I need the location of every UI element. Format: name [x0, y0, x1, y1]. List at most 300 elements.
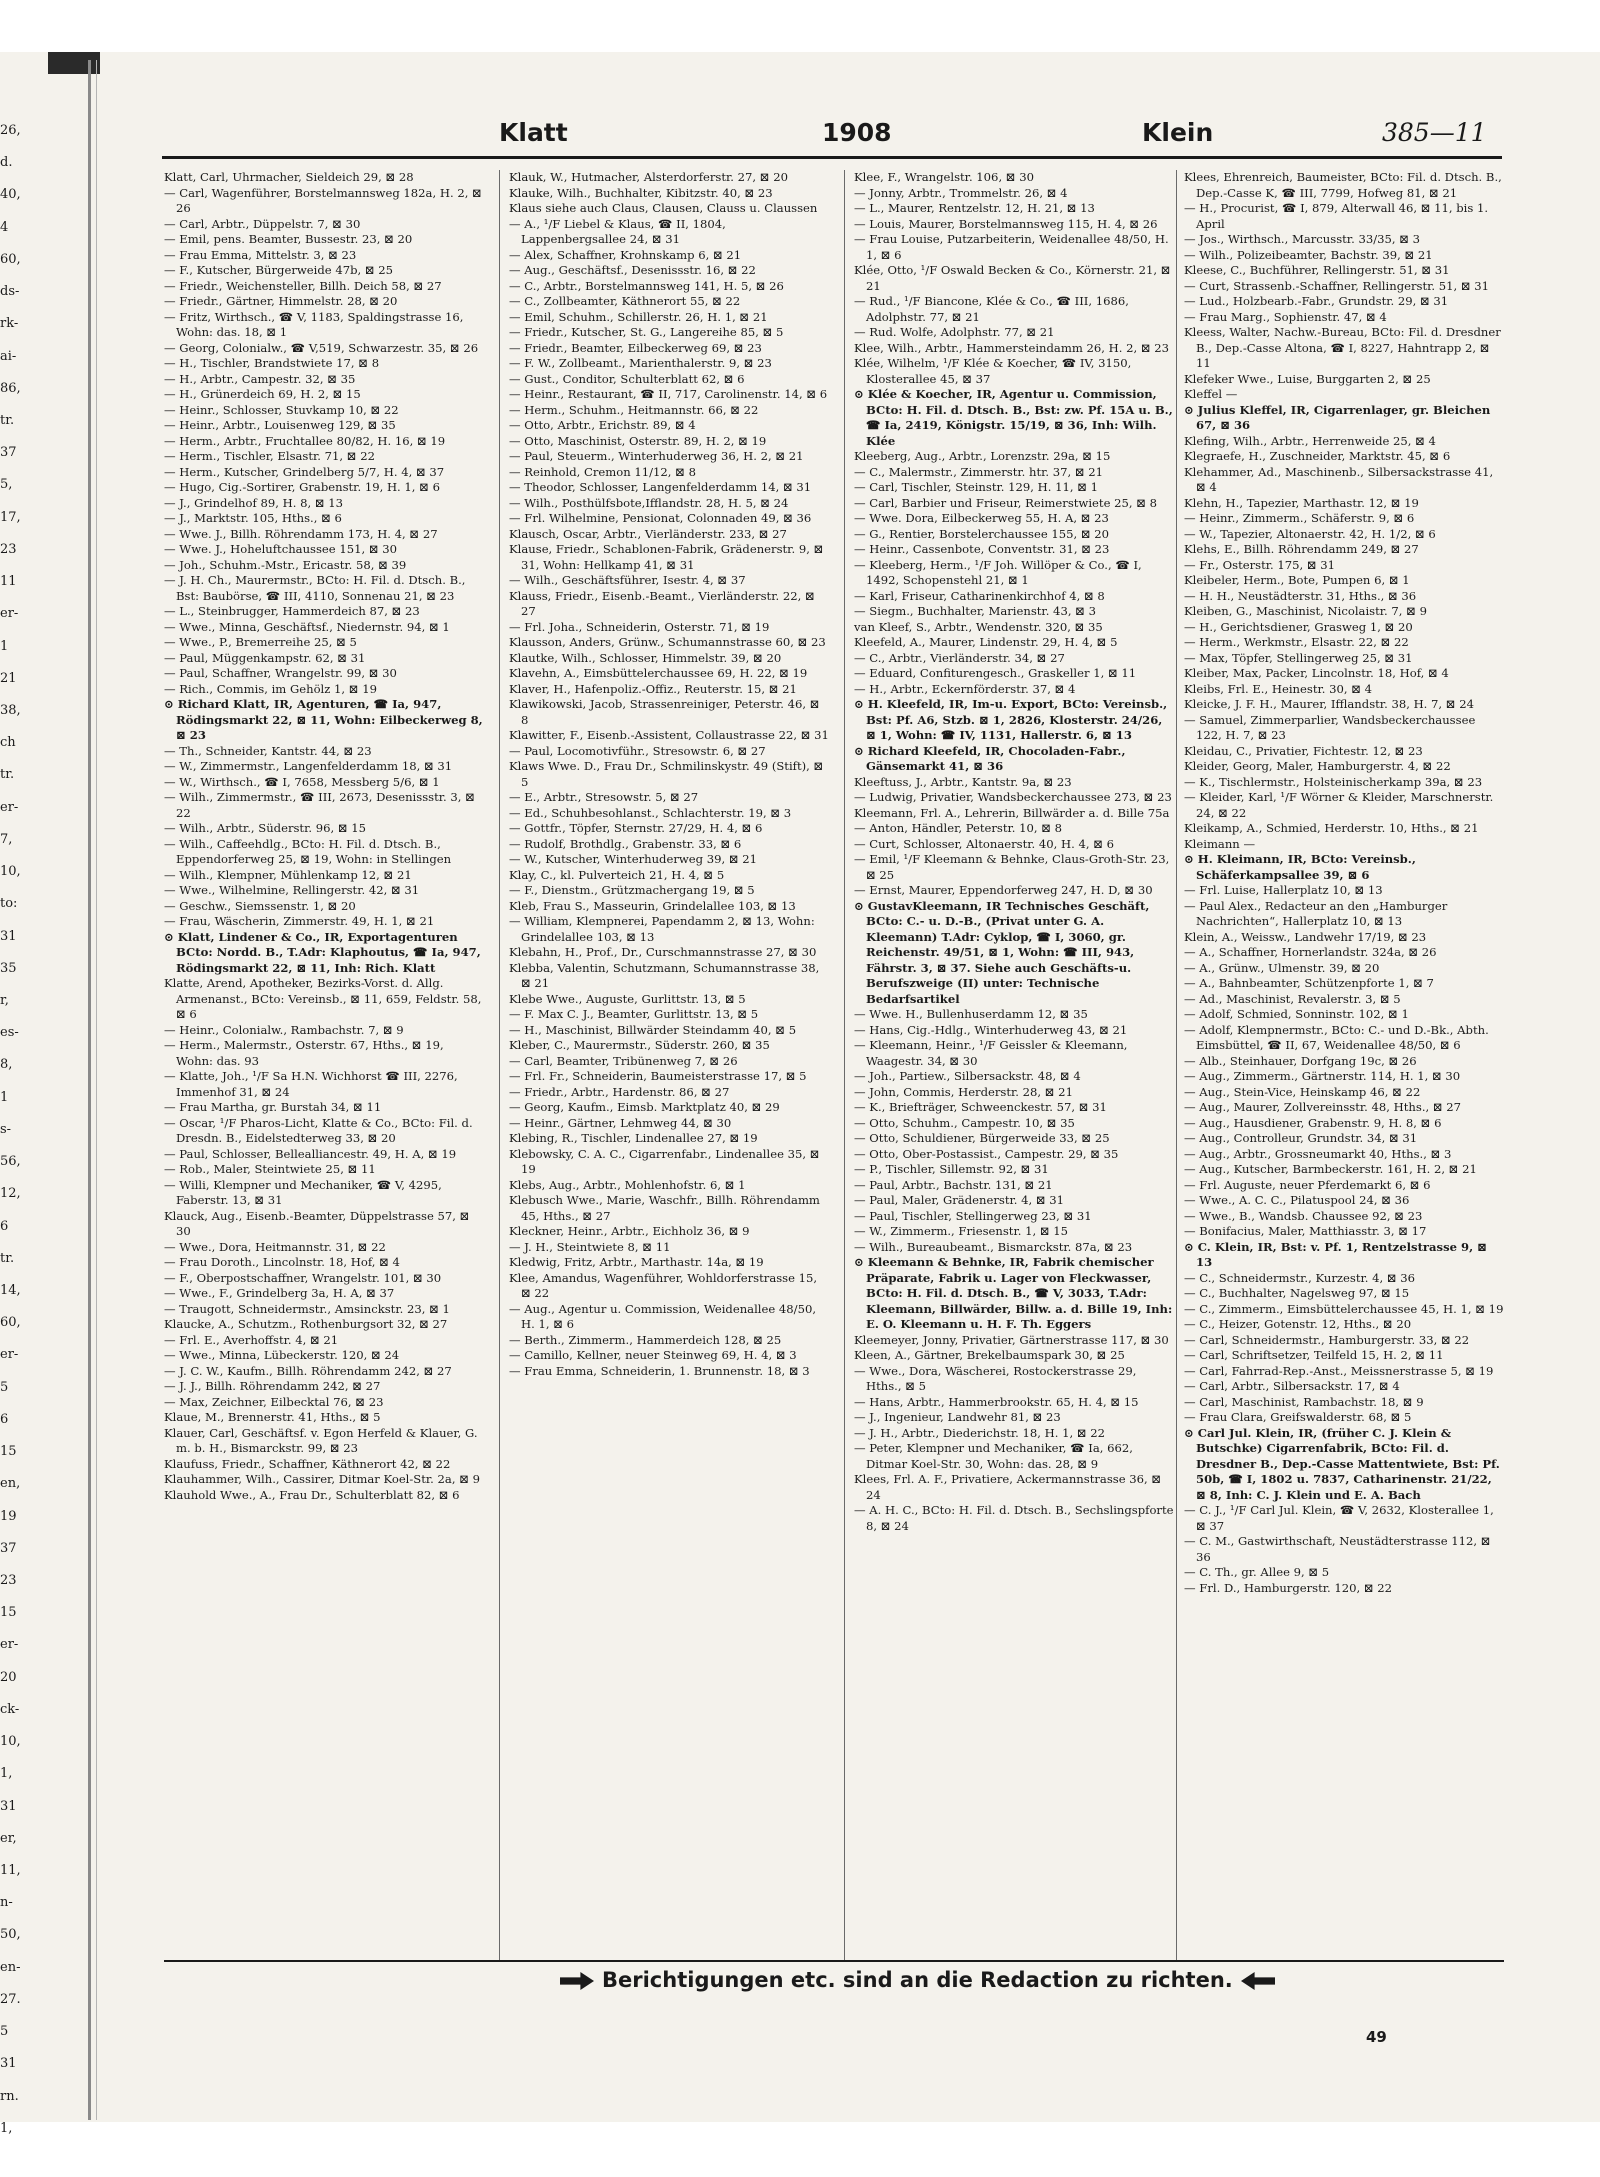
directory-entry: Klausson, Anders, Grünw., Schumannstrasse 60, ⊠ 23 — [509, 635, 826, 649]
directory-entry: ⊙ Klée & Koecher, IR, Agentur u. Commission, BCto: H. Fil. d. Dtsch. B., Bst: zw. Pf. 15A u. B., ☎ Ia, 2419, Königstr. 15/19, ⊠ 36, Inh: Wilh. Klée — [854, 387, 1173, 448]
directory-entry: — Wilh., Polizeibeamter, Bachstr. 39, ⊠ 21 — [1184, 247, 1433, 262]
directory-entry: — Ad., Maschinist, Revalerstr. 3, ⊠ 5 — [1184, 991, 1401, 1006]
directory-entry: — Frl. Auguste, neuer Pferdemarkt 6, ⊠ 6 — [1184, 1177, 1431, 1192]
directory-entry: — Wwe., F., Grindelberg 3a, H. A, ⊠ 37 — [164, 1286, 395, 1300]
directory-entry: — Frl. Luise, Hallerplatz 10, ⊠ 13 — [1184, 883, 1383, 897]
directory-entry: — Hugo, Cig.-Sortirer, Grabenstr. 19, H. 1, ⊠ 6 — [164, 480, 440, 494]
directory-entry: — E., Arbtr., Stresowstr. 5, ⊠ 27 — [509, 790, 699, 804]
directory-entry: ⊙ Richard Klatt, IR, Agenturen, ☎ Ia, 947, Rödingsmarkt 22, ⊠ 11, Wohn: Eilbeckerweg 8, ⊠ 23 — [164, 697, 483, 742]
directory-entry: — Jos., Wirthsch., Marcusstr. 33/35, ⊠ 3 — [1184, 232, 1421, 246]
directory-entry: Kleider, Georg, Maler, Hamburgerstr. 4, ⊠ 22 — [1184, 759, 1451, 773]
previous-page-fragment: 23 — [0, 1573, 17, 1588]
directory-entry: Kleefeld, A., Maurer, Lindenstr. 29, H. 4, ⊠ 5 — [854, 635, 1118, 649]
directory-entry: — Wilh., Klempner, Mühlenkamp 12, ⊠ 21 — [164, 867, 412, 882]
directory-entry: — Wwe., Dora, Heitmannstr. 31, ⊠ 22 — [164, 1239, 386, 1254]
directory-entry: — F., Oberpostschaffner, Wrangelstr. 101, ⊠ 30 — [164, 1270, 442, 1285]
directory-page — [112, 90, 1552, 2110]
previous-page-fragment: 5, — [0, 477, 13, 492]
directory-entry: — Carl, Beamter, Tribünenweg 7, ⊠ 26 — [509, 1053, 738, 1068]
previous-page-fragment: 23 — [0, 542, 17, 557]
directory-entry: Klauhold Wwe., A., Frau Dr., Schulterblatt 82, ⊠ 6 — [164, 1487, 460, 1502]
directory-entry: — Friedr., Arbtr., Hardenstr. 86, ⊠ 27 — [509, 1084, 730, 1099]
directory-entry: Klawikowski, Jacob, Strassenreiniger, Peterstr. 46, ⊠ 8 — [509, 697, 820, 727]
directory-entry: — W., Kutscher, Winterhuderweg 39, ⊠ 21 — [509, 852, 758, 866]
directory-entry: — Heinr., Restaurant, ☎ II, 717, Carolinenstr. 14, ⊠ 6 — [509, 387, 828, 401]
previous-page-fragment: 19 — [0, 1509, 17, 1524]
directory-entry: Kleffel — — [1184, 387, 1238, 401]
directory-entry: — A., ¹/F Liebel & Klaus, ☎ II, 1804, Lappenbergsallee 24, ⊠ 31 — [509, 216, 726, 246]
previous-page-fragment: 8, — [0, 1057, 13, 1072]
book-gutter — [88, 60, 91, 2120]
directory-entry: van Kleef, S., Arbtr., Wendenstr. 320, ⊠ 35 — [854, 619, 1103, 634]
directory-entry: — Otto, Schuhm., Campestr. 10, ⊠ 35 — [854, 1115, 1075, 1130]
previous-page-fragment: 15 — [0, 1444, 17, 1459]
directory-entry: — Ernst, Maurer, Eppendorferweg 247, H. D, ⊠ 30 — [854, 883, 1153, 897]
previous-page-fragment: 1, — [0, 2121, 13, 2136]
directory-entry: — H., Arbtr., Campestr. 32, ⊠ 35 — [164, 371, 356, 386]
directory-columns — [164, 170, 1504, 1960]
directory-entry: — Wwe. J., Billh. Röhrendamm 173, H. 4, ⊠ 27 — [164, 526, 438, 541]
directory-entry: — Lud., Holzbearb.-Fabr., Grundstr. 29, ⊠ 31 — [1184, 294, 1449, 308]
directory-entry: — Wwe. J., Hoheluftchaussee 151, ⊠ 30 — [164, 542, 397, 556]
directory-entry: — H., Maschinist, Billwärder Steindamm 40, ⊠ 5 — [509, 1022, 797, 1037]
directory-entry: Kleb, Frau S., Masseurin, Grindelallee 103, ⊠ 13 — [509, 898, 796, 913]
directory-entry: — J., Marktstr. 105, Hths., ⊠ 6 — [164, 511, 342, 525]
directory-entry: Klebe Wwe., Auguste, Gurlittstr. 13, ⊠ 5 — [509, 991, 746, 1006]
directory-entry: — Carl, Wagenführer, Borstelmannsweg 182a, H. 2, ⊠ 26 — [164, 185, 482, 215]
directory-entry: — Traugott, Schneidermstr., Amsinckstr. 23, ⊠ 1 — [164, 1301, 450, 1316]
previous-page-fragment: 7, — [0, 832, 13, 847]
directory-entry: — W., Zimmermstr., Langenfelderdamm 18, ⊠ 31 — [164, 759, 453, 773]
directory-entry: — C., Arbtr., Borstelmannsweg 141, H. 5, ⊠ 26 — [509, 278, 784, 293]
header-last-name: Klein — [1142, 118, 1214, 147]
directory-entry: Klaus siehe auch Claus, Clausen, Clauss u. Claussen — [509, 201, 818, 215]
previous-page-fragment: s- — [0, 1122, 12, 1137]
pointing-hand-icon — [1241, 1972, 1275, 1990]
directory-entry: — Aug., Arbtr., Grossneumarkt 40, Hths., ⊠ 3 — [1184, 1146, 1452, 1161]
previous-page-fragment: 11, — [0, 1863, 21, 1878]
directory-entry: — Oscar, ¹/F Pharos-Licht, Klatte & Co., BCto: Fil. d. Dresdn. B., Eidelstedterweg 33, ⊠ 20 — [164, 1115, 473, 1145]
directory-entry: — Georg, Kaufm., Eimsb. Marktplatz 40, ⊠ 29 — [509, 1100, 780, 1114]
directory-entry: Klause, Friedr., Schablonen-Fabrik, Grädenerstr. 9, ⊠ 31, Wohn: Hellkamp 41, ⊠ 31 — [509, 542, 824, 572]
directory-entry: Klauk, W., Hutmacher, Alsterdorferstr. 27, ⊠ 20 — [509, 170, 788, 184]
directory-entry: — Frl. Joha., Schneiderin, Osterstr. 71, ⊠ 19 — [509, 619, 770, 634]
directory-entry: Klausch, Oscar, Arbtr., Vierländerstr. 233, ⊠ 27 — [509, 526, 787, 541]
directory-entry: — H., Gerichtsdiener, Grasweg 1, ⊠ 20 — [1184, 619, 1413, 634]
directory-entry: — G., Rentier, Borstelerchaussee 155, ⊠ 20 — [854, 526, 1110, 541]
directory-entry: — Wwe., Dora, Wäscherei, Rostockerstrasse 29, Hths., ⊠ 5 — [854, 1363, 1137, 1393]
directory-entry: — Kleider, Karl, ¹/F Wörner & Kleider, Marschnerstr. 24, ⊠ 22 — [1184, 790, 1494, 820]
directory-entry: — Herm., Werkmstr., Elsastr. 22, ⊠ 22 — [1184, 635, 1409, 649]
previous-page-fragment: 5 — [0, 1380, 9, 1395]
directory-entry: ⊙ Klatt, Lindener & Co., IR, Exportagenturen BCto: Nordd. B., T.Adr: Klaphoutus, ☎ Ia, 947, Rödingsmarkt 22, ⊠ 11, Inh: Rich. Klatt — [164, 929, 481, 975]
directory-entry: — Paul, Tischler, Stellingerweg 23, ⊠ 31 — [854, 1208, 1092, 1223]
directory-entry: Klauck, Aug., Eisenb.-Beamter, Düppelstrasse 57, ⊠ 30 — [164, 1208, 470, 1238]
directory-entry: ⊙ Carl Jul. Klein, IR, (früher C. J. Klein & Butschke) Cigarrenfabrik, BCto: Fil. d. Dresdner B., Dep.-Casse Mattentwiete, Bst: Pf. 50b, ☎ I, 1802 u. 7837, Catharinenstr. 21/22, ⊠ 8, Inh: C. J. Klein und E. A. Bach — [1184, 1425, 1500, 1502]
directory-entry: — Paul, Schaffner, Wrangelstr. 99, ⊠ 30 — [164, 666, 397, 680]
directory-entry: — Herm., Tischler, Elsastr. 71, ⊠ 22 — [164, 449, 375, 463]
directory-entry: Kleicke, J. F. H., Maurer, Ifflandstr. 38, H. 7, ⊠ 24 — [1184, 697, 1474, 711]
directory-entry: — Ludwig, Privatier, Wandsbeckerchaussee 273, ⊠ 23 — [854, 790, 1172, 804]
directory-entry: Kleibs, Frl. E., Heinestr. 30, ⊠ 4 — [1184, 681, 1373, 696]
directory-entry: Klefeker Wwe., Luise, Burggarten 2, ⊠ 25 — [1184, 371, 1431, 386]
directory-entry: Klebba, Valentin, Schutzmann, Schumannstrasse 38, ⊠ 21 — [509, 960, 820, 990]
directory-entry: — Kleeberg, Herm., ¹/F Joh. Willöper & Co., ☎ I, 1492, Schopenstehl 21, ⊠ 1 — [854, 557, 1142, 587]
previous-page-fragment: 20 — [0, 1670, 17, 1685]
previous-page-fragment: 37 — [0, 445, 17, 460]
directory-entry: ⊙ H. Kleefeld, IR, Im-u. Export, BCto: Vereinsb., Bst: Pf. A6, Stzb. ⊠ 1, 2826, Klosterstr. 24/26, ⊠ 1, Wohn: ☎ IV, 1131, Hallerstr. 6, ⊠ 13 — [854, 697, 1168, 742]
previous-page-fragment: 12, — [0, 1186, 21, 1201]
directory-column-4 — [1184, 170, 1504, 1960]
previous-page-fragment: 31 — [0, 1799, 17, 1814]
directory-entry: — Emil, ¹/F Kleemann & Behnke, Claus-Groth-Str. 23, ⊠ 25 — [854, 852, 1170, 882]
running-head — [152, 118, 1532, 150]
directory-entry: — Frau Doroth., Lincolnstr. 18, Hof, ⊠ 4 — [164, 1255, 400, 1269]
directory-entry: — Rob., Maler, Steintwiete 25, ⊠ 11 — [164, 1162, 376, 1176]
directory-entry: — Wwe., A. C. C., Pilatuspool 24, ⊠ 36 — [1184, 1193, 1410, 1207]
directory-entry: — C., Zimmerm., Eimsbüttelerchaussee 45, H. 1, ⊠ 19 — [1184, 1301, 1504, 1316]
directory-entry: — Herm., Malermstr., Osterstr. 67, Hths., ⊠ 19, Wohn: das. 93 — [164, 1038, 444, 1068]
directory-entry: — J., Grindelhof 89, H. 8, ⊠ 13 — [164, 495, 343, 510]
previous-page-margin — [0, 74, 86, 2136]
previous-page-fragment: 37 — [0, 1541, 17, 1556]
directory-entry: — Otto, Arbtr., Erichstr. 89, ⊠ 4 — [509, 418, 696, 432]
directory-entry: — Alex, Schaffner, Krohnskamp 6, ⊠ 21 — [509, 247, 742, 262]
previous-page-fragment: 56, — [0, 1154, 21, 1169]
directory-entry: — Wwe. Dora, Eilbeckerweg 55, H. A, ⊠ 23 — [854, 511, 1109, 525]
directory-entry: — C., Buchhalter, Nagelsweg 97, ⊠ 15 — [1184, 1286, 1410, 1300]
previous-page-fragment: tr. — [0, 1251, 15, 1266]
directory-entry: Klavehn, A., Eimsbüttelerchaussee 69, H. 22, ⊠ 19 — [509, 666, 808, 680]
directory-entry: — C. M., Gastwirthschaft, Neustädterstrasse 112, ⊠ 36 — [1184, 1534, 1491, 1564]
directory-entry: — Camillo, Kellner, neuer Steinweg 69, H. 4, ⊠ 3 — [509, 1348, 797, 1362]
directory-entry: Kleiben, G., Maschinist, Nicolaistr. 7, ⊠ 9 — [1184, 604, 1427, 618]
directory-entry: — Fritz, Wirthsch., ☎ V, 1183, Spaldingstrasse 16, Wohn: das. 18, ⊠ 1 — [164, 309, 464, 339]
directory-entry: — Wwe., B., Wandsb. Chaussee 92, ⊠ 23 — [1184, 1208, 1423, 1223]
directory-entry: Klebing, R., Tischler, Lindenallee 27, ⊠ 19 — [509, 1131, 758, 1145]
previous-page-fragment: 60, — [0, 1315, 21, 1330]
directory-entry: Klebowsky, C. A. C., Cigarrenfabr., Lindenallee 35, ⊠ 19 — [509, 1146, 820, 1176]
directory-entry: — Geschw., Siemssenstr. 1, ⊠ 20 — [164, 898, 356, 913]
previous-page-fragment: rk- — [0, 316, 19, 331]
previous-page-fragment: ds- — [0, 284, 20, 299]
directory-entry: Klauss, Friedr., Eisenb.-Beamt., Vierländerstr. 22, ⊠ 27 — [509, 588, 815, 618]
directory-entry: ⊙ Julius Kleffel, IR, Cigarrenlager, gr. Bleichen 67, ⊠ 36 — [1184, 402, 1491, 432]
directory-entry: — Herm., Arbtr., Fruchtallee 80/82, H. 16, ⊠ 19 — [164, 433, 446, 448]
previous-page-fragment: ai- — [0, 349, 17, 364]
directory-entry: — Carl, Schneidermstr., Hamburgerstr. 33, ⊠ 22 — [1184, 1332, 1470, 1347]
directory-entry: ⊙ C. Klein, IR, Bst: v. Pf. 1, Rentzelstrasse 9, ⊠ 13 — [1184, 1239, 1487, 1269]
directory-entry: Kledwig, Fritz, Arbtr., Marthastr. 14a, ⊠ 19 — [509, 1255, 764, 1269]
directory-entry: — Rud. Wolfe, Adolphstr. 77, ⊠ 21 — [854, 325, 1055, 339]
directory-entry: Klawitter, F., Eisenb.-Assistent, Collaustrasse 22, ⊠ 31 — [509, 728, 829, 742]
directory-entry: — Emil, pens. Beamter, Bussestr. 23, ⊠ 20 — [164, 232, 413, 246]
directory-entry: Klehs, E., Billh. Röhrendamm 249, ⊠ 27 — [1184, 542, 1419, 556]
directory-entry: — Theodor, Schlosser, Langenfelderdamm 14, ⊠ 31 — [509, 480, 812, 494]
directory-entry: — Anton, Händler, Peterstr. 10, ⊠ 8 — [854, 821, 1063, 835]
book-gutter-shadow — [96, 60, 97, 2120]
directory-entry: — Wwe., Minna, Geschäftsf., Niedernstr. 94, ⊠ 1 — [164, 619, 450, 634]
directory-entry: — Heinr., Gärtner, Lehmweg 44, ⊠ 30 — [509, 1115, 732, 1130]
previous-page-fragment: ck- — [0, 1702, 20, 1717]
directory-entry: — J. H., Arbtr., Diederichstr. 18, H. 1, ⊠ 22 — [854, 1425, 1105, 1440]
directory-entry: — Adolf, Klempnermstr., BCto: C.- und D.-Bk., Abth. Eimsbüttel, ☎ II, 67, Weidenallee 48/50, ⊠ 6 — [1184, 1022, 1489, 1052]
directory-entry: — Paul Alex., Redacteur an den „Hamburger Nachrichten“, Hallerplatz 10, ⊠ 13 — [1184, 898, 1448, 928]
directory-entry: — Emil, Schuhm., Schillerstr. 26, H. 1, ⊠ 21 — [509, 309, 768, 324]
directory-entry: Kleemann, Frl. A., Lehrerin, Billwärder a. d. Bille 75a — [854, 805, 1170, 820]
directory-entry: — J. H., Steintwiete 8, ⊠ 11 — [509, 1239, 671, 1254]
previous-page-fragment: 26, — [0, 123, 21, 138]
directory-entry: — Louis, Maurer, Borstelmannsweg 115, H. 4, ⊠ 26 — [854, 216, 1158, 231]
directory-entry: — Friedr., Kutscher, St. G., Langereihe 85, ⊠ 5 — [509, 325, 784, 339]
directory-entry: Klaue, M., Brennerstr. 41, Hths., ⊠ 5 — [164, 1410, 381, 1424]
directory-entry: — Wilh., Bureaubeamt., Bismarckstr. 87a, ⊠ 23 — [854, 1239, 1133, 1254]
directory-entry: — William, Klempnerei, Papendamm 2, ⊠ 13, Wohn: Grindelallee 103, ⊠ 13 — [509, 914, 815, 944]
footer-notice-text: Berichtigungen etc. sind an die Redaction zu richten. — [602, 1968, 1233, 1992]
directory-entry: Kleeftuss, J., Arbtr., Kantstr. 9a, ⊠ 23 — [854, 774, 1072, 789]
directory-entry: — W., Tapezier, Altonaerstr. 42, H. 1/2, ⊠ 6 — [1184, 526, 1436, 541]
directory-entry: — W., Zimmerm., Friesenstr. 1, ⊠ 15 — [854, 1224, 1069, 1238]
directory-entry: — Rud., ¹/F Biancone, Klée & Co., ☎ III, 1686, Adolphstr. 77, ⊠ 21 — [854, 294, 1129, 324]
directory-entry: — Curt, Schlosser, Altonaerstr. 40, H. 4, ⊠ 6 — [854, 836, 1115, 851]
directory-entry: — F., Kutscher, Bürgerweide 47b, ⊠ 25 — [164, 263, 394, 277]
directory-entry: Klee, Amandus, Wagenführer, Wohldorferstrasse 15, ⊠ 22 — [509, 1270, 818, 1300]
directory-entry: Klée, Wilhelm, ¹/F Klée & Koecher, ☎ IV, 3150, Klosterallee 45, ⊠ 37 — [854, 356, 1132, 386]
directory-entry: — Rudolf, Brothdlg., Grabenstr. 33, ⊠ 6 — [509, 836, 742, 851]
directory-entry: Kleen, A., Gärtner, Brekelbaumspark 30, ⊠ 25 — [854, 1348, 1125, 1362]
directory-entry: — Heinr., Colonialw., Rambachstr. 7, ⊠ 9 — [164, 1022, 404, 1037]
directory-entry: Kleeberg, Aug., Arbtr., Lorenzstr. 29a, ⊠ 15 — [854, 449, 1111, 463]
directory-entry: — H., Procurist, ☎ I, 879, Alterwall 46, ⊠ 11, bis 1. April — [1184, 201, 1489, 231]
previous-page-fragment: 1 — [0, 1090, 9, 1105]
directory-entry: — Wilh., Zimmermstr., ☎ III, 2673, Desenissstr. 3, ⊠ 22 — [164, 790, 475, 820]
previous-page-fragment: er- — [0, 1347, 19, 1362]
directory-entry: Kleese, C., Buchführer, Rellingerstr. 51, ⊠ 31 — [1184, 263, 1450, 277]
directory-entry: Klaver, H., Hafenpoliz.-Offiz., Reuterstr. 15, ⊠ 21 — [509, 681, 797, 696]
header-year: 1908 — [822, 118, 892, 147]
directory-entry: Klees, Frl. A. F., Privatiere, Ackermannstrasse 36, ⊠ 24 — [854, 1472, 1162, 1502]
directory-entry: — Paul, Steuerm., Winterhuderweg 36, H. 2, ⊠ 21 — [509, 449, 804, 463]
previous-page-fragment: rn. — [0, 2089, 19, 2104]
directory-entry: Klatte, Arend, Apotheker, Bezirks-Vorst. d. Allg. Armenanst., BCto: Vereinsb., ⊠ 11, 659, Feldstr. 58, ⊠ 6 — [164, 976, 482, 1021]
directory-entry: ⊙ H. Kleimann, IR, BCto: Vereinsb., Schäferkampsallee 39, ⊠ 6 — [1184, 852, 1416, 882]
directory-entry: — Frau Marg., Sophienstr. 47, ⊠ 4 — [1184, 309, 1387, 324]
previous-page-fragment: en- — [0, 1960, 21, 1975]
directory-entry: — W., Wirthsch., ☎ I, 7658, Messberg 5/6, ⊠ 1 — [164, 774, 440, 789]
directory-entry: Klebahn, H., Prof., Dr., Curschmannstrasse 27, ⊠ 30 — [509, 945, 817, 959]
directory-entry: Kleidau, C., Privatier, Fichtestr. 12, ⊠ 23 — [1184, 743, 1423, 758]
previous-page-fragment: 40, — [0, 187, 21, 202]
directory-entry: — C. Th., gr. Allee 9, ⊠ 5 — [1184, 1565, 1330, 1579]
directory-entry: Kleibeler, Herm., Bote, Pumpen 6, ⊠ 1 — [1184, 573, 1410, 587]
directory-entry: — H., Tischler, Brandstwiete 17, ⊠ 8 — [164, 356, 380, 370]
directory-entry: Klaufuss, Friedr., Schaffner, Käthnerort 42, ⊠ 22 — [164, 1456, 451, 1471]
directory-entry: Klay, C., kl. Pulverteich 21, H. 4, ⊠ 5 — [509, 867, 725, 882]
directory-entry: — H., Arbtr., Eckernförderstr. 37, ⊠ 4 — [854, 681, 1076, 696]
previous-page-fragment: r, — [0, 993, 9, 1008]
directory-entry: — H., Grünerdeich 69, H. 2, ⊠ 15 — [164, 387, 361, 401]
directory-entry: — Carl, Schriftsetzer, Teilfeld 15, H. 2, ⊠ 11 — [1184, 1348, 1444, 1362]
directory-entry: — John, Commis, Herderstr. 28, ⊠ 21 — [854, 1084, 1073, 1099]
directory-entry: Klees, Ehrenreich, Baumeister, BCto: Fil. d. Dtsch. B., Dep.-Casse K, ☎ III, 7799, Hofweg 81, ⊠ 21 — [1184, 170, 1502, 200]
directory-entry: — Th., Schneider, Kantstr. 44, ⊠ 23 — [164, 743, 372, 758]
previous-page-fragment: 21 — [0, 671, 17, 686]
directory-entry: — Samuel, Zimmerparlier, Wandsbeckerchaussee 122, H. 7, ⊠ 23 — [1184, 712, 1476, 742]
previous-page-fragment: 50, — [0, 1927, 21, 1942]
directory-entry: ⊙ GustavKleemann, IR Technisches Geschäft, BCto: C.- u. D.-B., (Privat unter G. A. Kleemann) T.Adr: Cyklop, ☎ I, 3060, gr. Reichenstr. 49/51, ⊠ 1, Wohn: ☎ III, 943, Fährstr. 3, ⊠ 37. Siehe auch Geschäfts-u. Berufszweige (II) unter: Technische Bedarfsartikel — [854, 898, 1150, 1006]
previous-page-fragment: 6 — [0, 1412, 9, 1427]
directory-entry: — Bonifacius, Maler, Matthiasstr. 3, ⊠ 17 — [1184, 1224, 1427, 1238]
directory-entry: — Fr., Osterstr. 175, ⊠ 31 — [1184, 557, 1336, 572]
directory-entry: — Frau Louise, Putzarbeiterin, Weidenallee 48/50, H. 1, ⊠ 6 — [854, 232, 1169, 262]
previous-page-fragment: to: — [0, 896, 18, 911]
directory-entry: — Otto, Schuldiener, Bürgerweide 33, ⊠ 25 — [854, 1131, 1110, 1145]
directory-entry: — Frau Emma, Schneiderin, 1. Brunnenstr. 18, ⊠ 3 — [509, 1363, 810, 1378]
directory-entry: — C., Heizer, Gotenstr. 12, Hths., ⊠ 20 — [1184, 1317, 1412, 1331]
header-rule — [162, 156, 1502, 159]
directory-entry: — Paul, Maler, Grädenerstr. 4, ⊠ 31 — [854, 1193, 1065, 1207]
previous-page-fragment: 15 — [0, 1605, 17, 1620]
directory-entry: — Friedr., Gärtner, Himmelstr. 28, ⊠ 20 — [164, 294, 398, 308]
previous-page-fragment: tr. — [0, 767, 15, 782]
directory-entry: — Eduard, Confiturengesch., Graskeller 1, ⊠ 11 — [854, 666, 1137, 680]
previous-page-fragment: er- — [0, 606, 19, 621]
directory-entry: — H. H., Neustädterstr. 31, Hths., ⊠ 36 — [1184, 588, 1417, 603]
directory-column-1 — [164, 170, 484, 1960]
directory-entry: — K., Tischlermstr., Holsteinischerkamp 39a, ⊠ 23 — [1184, 774, 1483, 789]
previous-page-fragment: tr. — [0, 413, 15, 428]
previous-page-fragment: 10, — [0, 864, 21, 879]
directory-entry: — Paul, Schlosser, Bellealliancestr. 49, H. A, ⊠ 19 — [164, 1146, 457, 1161]
directory-entry: — Herm., Kutscher, Grindelberg 5/7, H. 4, ⊠ 37 — [164, 464, 445, 479]
directory-entry: — Heinr., Cassenbote, Conventstr. 31, ⊠ 23 — [854, 542, 1110, 556]
directory-entry: — Wilh., Arbtr., Süderstr. 96, ⊠ 15 — [164, 821, 367, 835]
directory-entry: Klee, Wilh., Arbtr., Hammersteindamm 26, H. 2, ⊠ 23 — [854, 340, 1170, 355]
directory-entry: — Aug., Kutscher, Barmbeckerstr. 161, H. 2, ⊠ 21 — [1184, 1162, 1477, 1176]
directory-entry: — Kleemann, Heinr., ¹/F Geissler & Kleemann, Waagestr. 34, ⊠ 30 — [854, 1038, 1128, 1068]
directory-entry: — Heinr., Schlosser, Stuvkamp 10, ⊠ 22 — [164, 402, 399, 417]
directory-entry: Klee, F., Wrangelstr. 106, ⊠ 30 — [854, 170, 1034, 184]
directory-entry: Klein, A., Weissw., Landwehr 17/19, ⊠ 23 — [1184, 929, 1427, 944]
directory-entry: Kleemeyer, Jonny, Privatier, Gärtnerstrasse 117, ⊠ 30 — [854, 1332, 1169, 1347]
directory-entry: — Friedr., Weichensteller, Billh. Deich 58, ⊠ 27 — [164, 278, 442, 293]
directory-entry: — Frl. E., Averhoffstr. 4, ⊠ 21 — [164, 1332, 339, 1347]
previous-page-fragment: 1 — [0, 639, 9, 654]
directory-entry: Klehammer, Ad., Maschinenb., Silbersackstrasse 41, ⊠ 4 — [1184, 464, 1494, 494]
previous-page-fragment: d. — [0, 155, 13, 170]
directory-entry: — Heinr., Arbtr., Louisenweg 129, ⊠ 35 — [164, 418, 396, 432]
directory-entry: — Herm., Schuhm., Heitmannstr. 66, ⊠ 22 — [509, 402, 759, 417]
directory-entry: — Aug., Maurer, Zollvereinsstr. 48, Hths., ⊠ 27 — [1184, 1100, 1462, 1114]
directory-entry: — Gottfr., Töpfer, Sternstr. 27/29, H. 4, ⊠ 6 — [509, 821, 763, 835]
directory-entry: — Frau, Wäscherin, Zimmerstr. 49, H. 1, ⊠ 21 — [164, 914, 435, 928]
directory-entry: — Wwe., P., Bremerreihe 25, ⊠ 5 — [164, 635, 357, 649]
directory-entry: — J., Ingenieur, Landwehr 81, ⊠ 23 — [854, 1410, 1061, 1424]
directory-entry: — Aug., Controlleur, Grundstr. 34, ⊠ 31 — [1184, 1131, 1418, 1145]
directory-entry: — Carl, Tischler, Steinstr. 129, H. 11, ⊠ 1 — [854, 480, 1099, 494]
previous-page-fragment: 60, — [0, 252, 21, 267]
directory-entry: — Gust., Conditor, Schulterblatt 62, ⊠ 6 — [509, 371, 745, 386]
directory-entry: — Jonny, Arbtr., Trommelstr. 26, ⊠ 4 — [854, 185, 1068, 200]
directory-entry: — A., Schaffner, Hornerlandstr. 324a, ⊠ 26 — [1184, 945, 1437, 959]
directory-entry: — Carl, Maschinist, Rambachstr. 18, ⊠ 9 — [1184, 1394, 1424, 1409]
directory-entry: Kleiber, Max, Packer, Lincolnstr. 18, Hof, ⊠ 4 — [1184, 666, 1449, 680]
sheet-number: 49 — [1366, 2028, 1387, 2046]
previous-page-fragment: n- — [0, 1895, 13, 1910]
directory-column-3 — [854, 170, 1174, 1960]
previous-page-fragment: 10, — [0, 1734, 21, 1749]
directory-column-2 — [509, 170, 829, 1960]
directory-entry: Klebusch Wwe., Marie, Waschfr., Billh. Röhrendamm 45, Hths., ⊠ 27 — [509, 1193, 820, 1223]
directory-entry: — Hans, Arbtr., Hammerbrookstr. 65, H. 4, ⊠ 15 — [854, 1394, 1139, 1409]
previous-page-fragment: 14, — [0, 1283, 21, 1298]
directory-entry: — L., Maurer, Rentzelstr. 12, H. 21, ⊠ 13 — [854, 201, 1095, 215]
header-first-name: Klatt — [499, 118, 568, 147]
directory-entry: — Aug., Hausdiener, Grabenstr. 9, H. 8, ⊠ 6 — [1184, 1115, 1442, 1130]
directory-entry: — Carl, Fahrrad-Rep.-Anst., Meissnerstrasse 5, ⊠ 19 — [1184, 1363, 1494, 1378]
directory-entry: — F. W., Zollbeamt., Marienthalerstr. 9, ⊠ 23 — [509, 356, 772, 370]
previous-page-fragment: 5 — [0, 2024, 9, 2039]
directory-entry: — Carl, Arbtr., Silbersackstr. 17, ⊠ 4 — [1184, 1379, 1400, 1393]
directory-entry: — P., Tischler, Sillemstr. 92, ⊠ 31 — [854, 1162, 1049, 1176]
directory-entry: — Heinr., Zimmerm., Schäferstr. 9, ⊠ 6 — [1184, 511, 1415, 525]
directory-entry: — Siegm., Buchhalter, Marienstr. 43, ⊠ 3 — [854, 604, 1096, 618]
directory-entry: — K., Briefträger, Schweenckestr. 57, ⊠ 31 — [854, 1100, 1107, 1114]
directory-entry: Kleimann — — [1184, 836, 1256, 851]
directory-entry: — C. J., ¹/F Carl Jul. Klein, ☎ V, 2632, Klosterallee 1, ⊠ 37 — [1184, 1503, 1494, 1533]
directory-entry: — Wilh., Posthülfsbote,Ifflandstr. 28, H. 5, ⊠ 24 — [509, 495, 789, 510]
directory-entry: — Aug., Geschäftsf., Desenissstr. 16, ⊠ 22 — [509, 263, 756, 277]
directory-entry: — J. H. Ch., Maurermstr., BCto: H. Fil. d. Dtsch. B., Bst: Baubörse, ☎ III, 4110, Sonnenau 21, ⊠ 23 — [164, 573, 466, 603]
directory-entry: — Otto, Maschinist, Osterstr. 89, H. 2, ⊠ 19 — [509, 433, 767, 448]
directory-entry: — Carl, Arbtr., Düppelstr. 7, ⊠ 30 — [164, 216, 361, 231]
directory-entry: Klaucke, A., Schutzm., Rothenburgsort 32, ⊠ 27 — [164, 1317, 448, 1331]
previous-page-fragment: 31 — [0, 2056, 17, 2071]
directory-entry: — A., Grünw., Ulmenstr. 39, ⊠ 20 — [1184, 960, 1380, 975]
directory-entry: — Max, Zeichner, Eilbecktal 76, ⊠ 23 — [164, 1394, 384, 1409]
directory-entry: — A. H. C., BCto: H. Fil. d. Dtsch. B., Sechslingspforte 8, ⊠ 24 — [854, 1503, 1174, 1533]
previous-page-fragment: 6 — [0, 1219, 9, 1234]
page-number: 385—11 — [1382, 118, 1487, 147]
directory-entry: Klehn, H., Tapezier, Marthastr. 12, ⊠ 19 — [1184, 495, 1419, 510]
directory-entry: — Willi, Klempner und Mechaniker, ☎ V, 4295, Faberstr. 13, ⊠ 31 — [164, 1177, 442, 1207]
directory-entry: — Paul, Arbtr., Bachstr. 131, ⊠ 21 — [854, 1177, 1053, 1192]
pointing-hand-icon — [560, 1972, 594, 1990]
directory-entry: — Frau Emma, Mittelstr. 3, ⊠ 23 — [164, 247, 357, 262]
directory-entry: ⊙ Richard Kleefeld, IR, Chocoladen-Fabr., Gänsemarkt 41, ⊠ 36 — [854, 743, 1126, 773]
directory-entry: — Alb., Steinhauer, Dorfgang 19c, ⊠ 26 — [1184, 1053, 1417, 1068]
directory-entry: Klauhammer, Wilh., Cassirer, Ditmar Koel-Str. 2a, ⊠ 9 — [164, 1472, 480, 1486]
directory-entry: — Rich., Commis, im Gehölz 1, ⊠ 19 — [164, 681, 377, 696]
directory-entry: — Max, Töpfer, Stellingerweg 25, ⊠ 31 — [1184, 650, 1413, 665]
directory-entry: — Paul, Müggenkampstr. 62, ⊠ 31 — [164, 650, 366, 665]
directory-entry: Klaws Wwe. D., Frau Dr., Schmilinskystr. 49 (Stift), ⊠ 5 — [509, 759, 824, 789]
directory-entry: — Georg, Colonialw., ☎ V,519, Schwarzestr. 35, ⊠ 26 — [164, 340, 479, 355]
previous-page-fragment: 1, — [0, 1766, 13, 1781]
previous-page-fragment: er, — [0, 1831, 17, 1846]
footer-rule — [164, 1960, 1504, 1962]
directory-entry: — Ed., Schuhbesohlanst., Schlachterstr. 19, ⊠ 3 — [509, 805, 792, 820]
directory-entry: — Wilh., Caffeehdlg., BCto: H. Fil. d. Dtsch. B., Eppendorferweg 25, ⊠ 19, Wohn: in Stellingen — [164, 836, 452, 866]
previous-page-fragment: ch — [0, 735, 16, 750]
directory-entry: — Berth., Zimmerm., Hammerdeich 128, ⊠ 25 — [509, 1332, 782, 1347]
directory-entry: — Carl, Barbier und Friseur, Reimerstwiete 25, ⊠ 8 — [854, 495, 1158, 510]
directory-entry: — Frl. Fr., Schneiderin, Baumeisterstrasse 17, ⊠ 5 — [509, 1069, 807, 1083]
directory-entry: — Friedr., Beamter, Eilbeckerweg 69, ⊠ 23 — [509, 340, 762, 355]
directory-entry: — Frau Martha, gr. Burstah 34, ⊠ 11 — [164, 1100, 382, 1114]
directory-entry: — Wilh., Geschäftsführer, Isestr. 4, ⊠ 37 — [509, 573, 746, 587]
scan-marker — [48, 52, 100, 74]
